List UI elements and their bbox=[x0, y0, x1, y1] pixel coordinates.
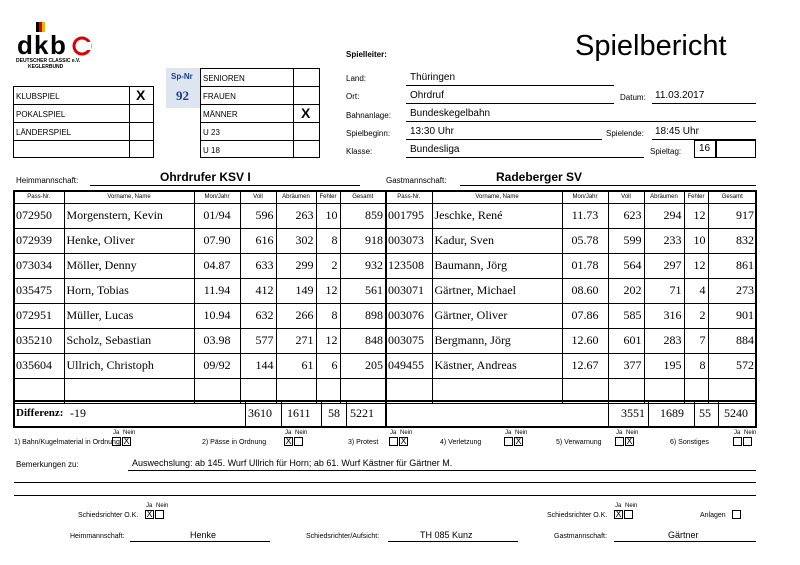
fehler-cell: 4 bbox=[684, 278, 708, 303]
gesamt-cell: 884 bbox=[708, 328, 756, 353]
table-row bbox=[14, 228, 386, 253]
gesamt-cell: 861 bbox=[708, 253, 756, 278]
ja-label: Ja bbox=[146, 503, 153, 509]
voll-cell: 596 bbox=[240, 203, 276, 228]
sign-guest-value: Gärtner bbox=[668, 530, 699, 540]
home-results-table bbox=[14, 191, 387, 404]
fehler-cell: 10 bbox=[316, 203, 340, 228]
game-type-laenderspiel: LÄNDERSPIEL bbox=[16, 128, 72, 137]
class-frauen: FRAUEN bbox=[203, 92, 236, 101]
guest-team-label: Gastmannschaft: bbox=[386, 176, 447, 185]
nein-label: Nein bbox=[295, 430, 308, 436]
nein-label: Nein bbox=[400, 430, 413, 436]
player-name-cell: Horn, Tobias bbox=[64, 278, 194, 303]
spnr-value: 92 bbox=[176, 88, 189, 103]
pass-nr-cell: 035210 bbox=[14, 328, 64, 353]
svg-text:k: k bbox=[34, 30, 49, 60]
check-ja-box[interactable] bbox=[615, 437, 624, 446]
ja-label: Ja bbox=[734, 430, 741, 436]
player-name-cell: Baumann, Jörg bbox=[432, 253, 562, 278]
table-row bbox=[14, 278, 386, 303]
klasse-value: Bundesliga bbox=[410, 144, 460, 155]
pass-nr-cell: 003075 bbox=[386, 328, 432, 353]
mon-jahr-cell: 12.60 bbox=[562, 328, 608, 353]
player-name-cell: Möller, Denny bbox=[64, 253, 194, 278]
differenz-value: -19 bbox=[70, 406, 86, 420]
pass-nr-cell: 072951 bbox=[14, 303, 64, 328]
voll-cell: 202 bbox=[608, 278, 644, 303]
pass-nr-cell: 072939 bbox=[14, 228, 64, 253]
col-name: Vorname, Name bbox=[432, 191, 562, 203]
nein-label: Nein bbox=[123, 430, 136, 436]
check-label: 6) Sonstiges bbox=[670, 439, 709, 446]
ja-label: Ja bbox=[285, 430, 292, 436]
logo-subtext: KEGLERBUND bbox=[28, 64, 64, 70]
class-senioren: SENIOREN bbox=[203, 74, 245, 83]
table-row bbox=[14, 328, 386, 353]
voll-cell: 633 bbox=[240, 253, 276, 278]
voll-cell: 144 bbox=[240, 353, 276, 378]
mon-jahr-cell: 10.94 bbox=[194, 303, 240, 328]
check-label: 2) Pässe in Ordnung bbox=[202, 439, 267, 446]
check-label: 3) Protest bbox=[348, 439, 379, 446]
player-name-cell: Gärtner, Michael bbox=[432, 278, 562, 303]
voll-cell: 564 bbox=[608, 253, 644, 278]
logo bbox=[14, 20, 94, 70]
home-total-abraeumen: 1611 bbox=[287, 406, 311, 420]
mon-jahr-cell: 07.90 bbox=[194, 228, 240, 253]
player-name-cell: Henke, Oliver bbox=[64, 228, 194, 253]
sign-referee-label: Schiedsrichter/Aufsicht: bbox=[306, 533, 380, 540]
abraeumen-cell: 266 bbox=[276, 303, 316, 328]
check-ja-box[interactable] bbox=[389, 437, 398, 446]
class-maenner-mark[interactable]: X bbox=[301, 105, 311, 121]
col-gesamt: Gesamt bbox=[708, 191, 756, 203]
mon-jahr-cell: 11.73 bbox=[562, 203, 608, 228]
col-monjahr: Mon/Jahr bbox=[194, 191, 240, 203]
guest-total-voll: 3551 bbox=[621, 406, 645, 420]
abraeumen-cell: 271 bbox=[276, 328, 316, 353]
check-ja-box[interactable] bbox=[112, 437, 121, 446]
table-row bbox=[386, 253, 756, 278]
land-label: Land: bbox=[346, 74, 367, 83]
fehler-cell: 7 bbox=[684, 328, 708, 353]
mon-jahr-cell: 09/92 bbox=[194, 353, 240, 378]
ja-label: Ja bbox=[616, 430, 623, 436]
col-passnr: Pass-Nr. bbox=[14, 191, 64, 203]
fehler-cell: 8 bbox=[316, 228, 340, 253]
col-abraeumen: Abräumen bbox=[276, 191, 316, 203]
home-team-name: Ohrdrufer KSV I bbox=[160, 170, 251, 184]
sign-home-value: Henke bbox=[190, 530, 217, 540]
table-row bbox=[386, 303, 756, 328]
col-abraeumen: Abräumen bbox=[644, 191, 684, 203]
table-row bbox=[386, 353, 756, 378]
nein-label: Nein bbox=[625, 503, 638, 509]
fehler-cell: 12 bbox=[316, 278, 340, 303]
col-voll: Voll bbox=[608, 191, 644, 203]
spielleiter-label: Spielleiter: bbox=[346, 50, 387, 59]
voll-cell: 585 bbox=[608, 303, 644, 328]
col-fehler: Fehler bbox=[316, 191, 340, 203]
schiri-ok-left-ja[interactable]: X bbox=[146, 509, 153, 519]
spielbeginn-value: 13:30 Uhr bbox=[410, 126, 454, 137]
fehler-cell: 12 bbox=[684, 203, 708, 228]
player-name-cell: Müller, Lucas bbox=[64, 303, 194, 328]
guest-results-table bbox=[386, 191, 756, 404]
spielbeginn-label: Spielbeginn: bbox=[346, 129, 391, 138]
table-row bbox=[386, 228, 756, 253]
mon-jahr-cell: 03.98 bbox=[194, 328, 240, 353]
schiri-ok-left-label: Schiedsrichter O.K. bbox=[78, 512, 139, 519]
col-fehler: Fehler bbox=[684, 191, 708, 203]
voll-cell: 601 bbox=[608, 328, 644, 353]
differenz-label: Differenz: bbox=[16, 407, 64, 419]
remarks-text: Auswechslung: ab 145. Wurf Ullrich für Horn; ab 61. Wurf Kästner für Gärtner M. bbox=[132, 458, 453, 468]
pass-nr-cell: 003071 bbox=[386, 278, 432, 303]
check-ja-box[interactable] bbox=[733, 437, 742, 446]
spielende-label: Spielende: bbox=[606, 129, 644, 138]
pass-nr-cell: 049455 bbox=[386, 353, 432, 378]
spielende-value: 18:45 Uhr bbox=[655, 126, 699, 137]
abraeumen-cell: 302 bbox=[276, 228, 316, 253]
player-name-cell: Kadur, Sven bbox=[432, 228, 562, 253]
home-total-voll: 3610 bbox=[248, 406, 272, 420]
fehler-cell: 8 bbox=[316, 303, 340, 328]
pass-nr-cell: 003073 bbox=[386, 228, 432, 253]
col-monjahr: Mon/Jahr bbox=[562, 191, 608, 203]
game-type-pokalspiel: POKALSPIEL bbox=[16, 110, 66, 119]
check-nein-box[interactable] bbox=[743, 437, 752, 446]
anlagen-checkbox[interactable] bbox=[732, 510, 741, 519]
gesamt-cell: 901 bbox=[708, 303, 756, 328]
class-u23: U 23 bbox=[203, 128, 220, 137]
check-label: 4) Verletzung bbox=[440, 439, 482, 446]
anlagen-label: Anlagen bbox=[700, 512, 726, 519]
abraeumen-cell: 294 bbox=[644, 203, 684, 228]
spieltag-value: 16 bbox=[699, 143, 711, 154]
table-row bbox=[14, 203, 386, 228]
schiri-ok-right-nein[interactable] bbox=[624, 510, 633, 519]
check-nein-box[interactable]: X bbox=[123, 436, 130, 446]
col-passnr: Pass-Nr. bbox=[386, 191, 432, 203]
nein-label: Nein bbox=[156, 503, 169, 509]
player-name-cell: Jeschke, René bbox=[432, 203, 562, 228]
fehler-cell: 12 bbox=[684, 253, 708, 278]
pass-nr-cell: 001795 bbox=[386, 203, 432, 228]
mon-jahr-cell: 01/94 bbox=[194, 203, 240, 228]
voll-cell: 377 bbox=[608, 353, 644, 378]
gesamt-cell: 832 bbox=[708, 228, 756, 253]
land-value: Thüringen bbox=[410, 72, 456, 83]
sign-referee-value: TH 085 Kunz bbox=[420, 530, 473, 540]
col-gesamt: Gesamt bbox=[340, 191, 386, 203]
abraeumen-cell: 61 bbox=[276, 353, 316, 378]
abraeumen-cell: 297 bbox=[644, 253, 684, 278]
mon-jahr-cell: 12.67 bbox=[562, 353, 608, 378]
check-nein-box[interactable]: X bbox=[400, 436, 407, 446]
logo-text: DEUTSCHER CLASSIC e.V. bbox=[16, 58, 81, 64]
spnr-label: Sp-Nr bbox=[171, 72, 193, 81]
mon-jahr-cell: 08.60 bbox=[562, 278, 608, 303]
col-name: Vorname, Name bbox=[64, 191, 194, 203]
kegelbund-logo-icon bbox=[14, 20, 94, 60]
ja-label: Ja bbox=[505, 430, 512, 436]
voll-cell: 412 bbox=[240, 278, 276, 303]
fehler-cell: 10 bbox=[684, 228, 708, 253]
check-label: 5) Verwarnung bbox=[556, 439, 602, 446]
svg-text:d: d bbox=[17, 30, 33, 60]
col-voll: Voll bbox=[240, 191, 276, 203]
nein-label: Nein bbox=[744, 430, 757, 436]
abraeumen-cell: 283 bbox=[644, 328, 684, 353]
check-nein-box[interactable]: X bbox=[515, 436, 522, 446]
abraeumen-cell: 71 bbox=[644, 278, 684, 303]
mon-jahr-cell: 05.78 bbox=[562, 228, 608, 253]
sign-guest-label: Gastmannschaft: bbox=[554, 533, 607, 540]
fehler-cell: 6 bbox=[316, 353, 340, 378]
nein-label: Nein bbox=[515, 430, 528, 436]
gesamt-cell: 848 bbox=[340, 328, 386, 353]
ja-label: Ja bbox=[113, 430, 120, 436]
bahnanlage-value: Bundeskegelbahn bbox=[410, 108, 491, 119]
fehler-cell: 8 bbox=[684, 353, 708, 378]
table-row bbox=[386, 203, 756, 228]
home-team-label: Heimmannschaft: bbox=[16, 176, 79, 185]
gesamt-cell: 572 bbox=[708, 353, 756, 378]
check-nein-box[interactable]: X bbox=[626, 436, 633, 446]
abraeumen-cell: 195 bbox=[644, 353, 684, 378]
check-label: 1) Bahn/Kugelmaterial in Ordnung bbox=[14, 439, 120, 446]
abraeumen-cell: 263 bbox=[276, 203, 316, 228]
table-row bbox=[386, 278, 756, 303]
voll-cell: 623 bbox=[608, 203, 644, 228]
guest-total-fehler: 55 bbox=[699, 406, 711, 420]
pass-nr-cell: 003076 bbox=[386, 303, 432, 328]
pass-nr-cell: 035475 bbox=[14, 278, 64, 303]
voll-cell: 599 bbox=[608, 228, 644, 253]
pass-nr-cell: 072950 bbox=[14, 203, 64, 228]
abraeumen-cell: 299 bbox=[276, 253, 316, 278]
table-row bbox=[14, 253, 386, 278]
abraeumen-cell: 316 bbox=[644, 303, 684, 328]
player-name-cell: Morgenstern, Kevin bbox=[64, 203, 194, 228]
fehler-cell: 12 bbox=[316, 328, 340, 353]
datum-value: 11.03.2017 bbox=[655, 90, 705, 101]
klasse-label: Klasse: bbox=[346, 147, 373, 156]
schiri-ok-right-label: Schiedsrichter O.K. bbox=[547, 512, 608, 519]
check-nein-box[interactable] bbox=[294, 437, 303, 446]
home-total-fehler: 58 bbox=[328, 406, 340, 420]
check-ja-box[interactable] bbox=[504, 437, 513, 446]
gesamt-cell: 898 bbox=[340, 303, 386, 328]
ja-label: Ja bbox=[615, 503, 622, 509]
player-name-cell: Scholz, Sebastian bbox=[64, 328, 194, 353]
gesamt-cell: 917 bbox=[708, 203, 756, 228]
ort-value: Ohrdruf bbox=[410, 90, 444, 101]
nein-label: Nein bbox=[626, 430, 639, 436]
remarks-label: Bemerkungen zu: bbox=[16, 460, 79, 469]
pass-nr-cell: 035604 bbox=[14, 353, 64, 378]
player-name-cell: Bergmann, Jörg bbox=[432, 328, 562, 353]
gesamt-cell: 205 bbox=[340, 353, 386, 378]
home-total-gesamt: 5221 bbox=[350, 406, 374, 420]
guest-total-abraeumen: 1689 bbox=[660, 406, 684, 420]
pass-nr-cell: 123508 bbox=[386, 253, 432, 278]
table-row bbox=[14, 353, 386, 378]
class-u18: U 18 bbox=[203, 146, 220, 155]
table-row bbox=[14, 303, 386, 328]
mon-jahr-cell: 07.86 bbox=[562, 303, 608, 328]
schiri-ok-left-nein[interactable] bbox=[155, 510, 164, 519]
player-name-cell: Ullrich, Christoph bbox=[64, 353, 194, 378]
guest-team-name: Radeberger SV bbox=[496, 170, 583, 184]
abraeumen-cell: 233 bbox=[644, 228, 684, 253]
gesamt-cell: 918 bbox=[340, 228, 386, 253]
player-name-cell: Kästner, Andreas bbox=[432, 353, 562, 378]
bahnanlage-label: Bahnanlage: bbox=[346, 111, 391, 120]
guest-total-gesamt: 5240 bbox=[724, 406, 748, 420]
gesamt-cell: 859 bbox=[340, 203, 386, 228]
gesamt-cell: 932 bbox=[340, 253, 386, 278]
gesamt-cell: 561 bbox=[340, 278, 386, 303]
gesamt-cell: 273 bbox=[708, 278, 756, 303]
table-row bbox=[386, 328, 756, 353]
mon-jahr-cell: 01.78 bbox=[562, 253, 608, 278]
game-type-klubspiel: KLUBSPIEL bbox=[16, 92, 60, 101]
ort-label: Ort: bbox=[346, 92, 360, 101]
pass-nr-cell: 073034 bbox=[14, 253, 64, 278]
spieltag-label: Spieltag: bbox=[650, 147, 682, 156]
class-maenner: MÄNNER bbox=[203, 110, 238, 119]
voll-cell: 577 bbox=[240, 328, 276, 353]
game-type-klubspiel-mark[interactable]: X bbox=[136, 87, 146, 103]
datum-label: Datum: bbox=[620, 93, 646, 102]
abraeumen-cell: 149 bbox=[276, 278, 316, 303]
sign-home-label: Heimmannschaft: bbox=[70, 533, 125, 540]
svg-text:b: b bbox=[50, 30, 66, 60]
page-title: Spielbericht bbox=[575, 30, 727, 62]
fehler-cell: 2 bbox=[684, 303, 708, 328]
voll-cell: 616 bbox=[240, 228, 276, 253]
ja-label: Ja bbox=[390, 430, 397, 436]
schiri-ok-right-ja[interactable]: X bbox=[615, 509, 622, 519]
mon-jahr-cell: 04.87 bbox=[194, 253, 240, 278]
check-ja-box[interactable]: X bbox=[285, 436, 292, 446]
voll-cell: 632 bbox=[240, 303, 276, 328]
player-name-cell: Gärtner, Oliver bbox=[432, 303, 562, 328]
mon-jahr-cell: 11.94 bbox=[194, 278, 240, 303]
fehler-cell: 2 bbox=[316, 253, 340, 278]
